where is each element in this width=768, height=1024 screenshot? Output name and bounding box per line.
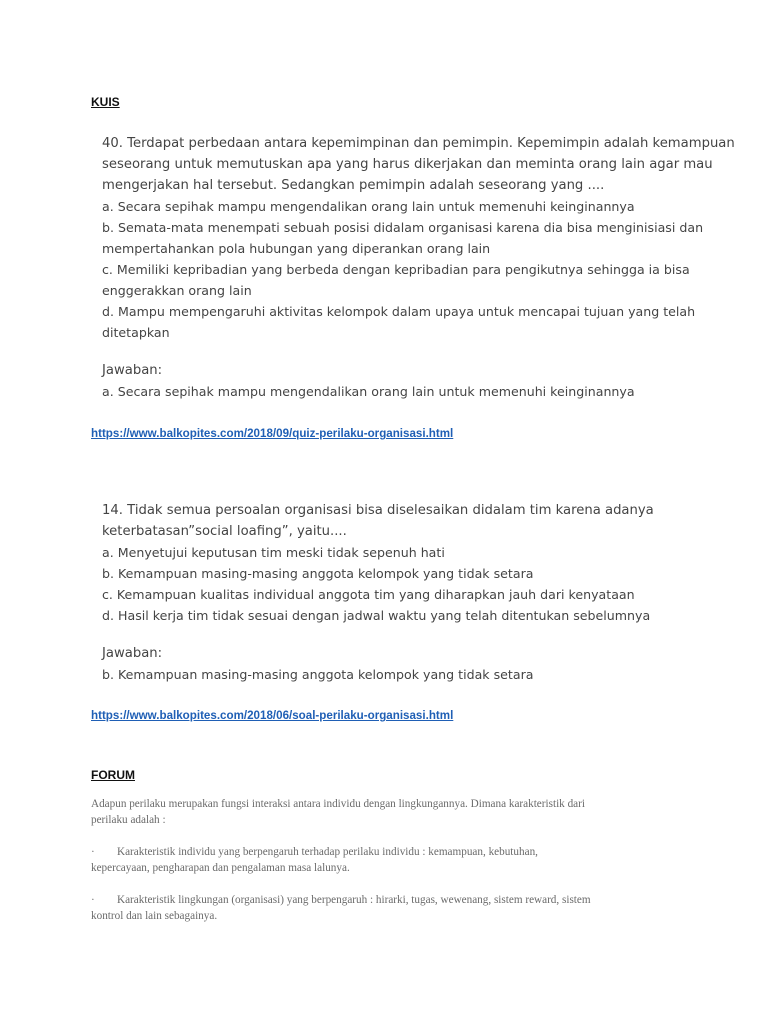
forum-intro-line: perilaku adalah : (91, 814, 166, 826)
option-b: b. Kemampuan masing-masing anggota kelompok yang tidak setara (102, 566, 534, 581)
forum-item-2 (91, 892, 681, 908)
answer-label: Jawaban: (102, 646, 163, 661)
answer-text: b. Kemampuan masing-masing anggota kelompok yang tidak setara (102, 667, 534, 682)
option-b: b. Semata-mata menempati sebuah posisi didalam organisasi karena dia bisa menginisiasi dan (102, 220, 704, 235)
forum-intro-line: Adapun perilaku merupakan fungsi interaksi antara individu dengan lingkungannya. Dimana karakteristik dari (91, 798, 585, 810)
question-40-line: mengerjakan hal tersebut. Sedangkan pemimpin adalah seseorang yang .... (102, 178, 605, 193)
forum-item-2-text: Karakteristik lingkungan (organisasi) yang berpengaruh : hirarki, tugas, wewenang, sistem reward, sistem (117, 894, 591, 906)
option-c-cont: enggerakkan orang lain (102, 283, 252, 298)
option-d: d. Hasil kerja tim tidak sesuai dengan jadwal waktu yang telah ditentukan sebelumnya (102, 608, 651, 623)
question-14-line: 14. Tidak semua persoalan organisasi bisa diselesaikan didalam tim karena adanya (102, 503, 654, 518)
question-40-line: seseorang untuk memutuskan apa yang harus dikerjakan dan meminta orang lain agar mau (102, 157, 713, 172)
option-a: a. Secara sepihak mampu mengendalikan orang lain untuk memenuhi keinginannya (102, 199, 635, 214)
forum-item-1 (91, 844, 681, 860)
option-a: a. Menyetujui keputusan tim meski tidak sepenuh hati (102, 545, 445, 560)
answer-label: Jawaban: (102, 363, 163, 378)
forum-heading: FORUM (91, 768, 135, 782)
forum-item-2-cont: kontrol dan lain sebagainya. (91, 910, 218, 922)
bullet-icon: · (91, 894, 95, 906)
forum-item-1-text: Karakteristik individu yang berpengaruh terhadap perilaku individu : kemampuan, kebutuhan, (117, 846, 538, 858)
forum-body (91, 796, 681, 924)
source-link-quiz[interactable]: https://www.balkopites.com/2018/09/quiz-perilaku-organisasi.html (91, 427, 454, 440)
question-14-block (102, 500, 702, 685)
bullet-icon: · (91, 846, 95, 858)
question-40-line: 40. Terdapat perbedaan antara kepemimpinan dan pemimpin. Kepemimpin adalah kemampuan (102, 136, 735, 151)
option-d: d. Mampu mempengaruhi aktivitas kelompok dalam upaya untuk mencapai tujuan yang telah (102, 304, 696, 319)
option-c: c. Memiliki kepribadian yang berbeda dengan kepribadian para pengikutnya sehingga ia bisa (102, 262, 690, 277)
question-40-block (102, 133, 735, 402)
source-link-soal[interactable]: https://www.balkopites.com/2018/06/soal-perilaku-organisasi.html (91, 709, 454, 722)
kuis-heading: KUIS (91, 95, 120, 109)
option-b-cont: mempertahankan pola hubungan yang diperankan orang lain (102, 241, 491, 256)
forum-item-1-cont: kepercayaan, pengharapan dan pengalaman masa lalunya. (91, 862, 350, 874)
option-d-cont: ditetapkan (102, 325, 170, 340)
question-14-line: keterbatasan”social loafing”, yaitu.... (102, 524, 347, 539)
option-c: c. Kemampuan kualitas individual anggota tim yang diharapkan jauh dari kenyataan (102, 587, 635, 602)
answer-text: a. Secara sepihak mampu mengendalikan orang lain untuk memenuhi keinginannya (102, 384, 635, 399)
